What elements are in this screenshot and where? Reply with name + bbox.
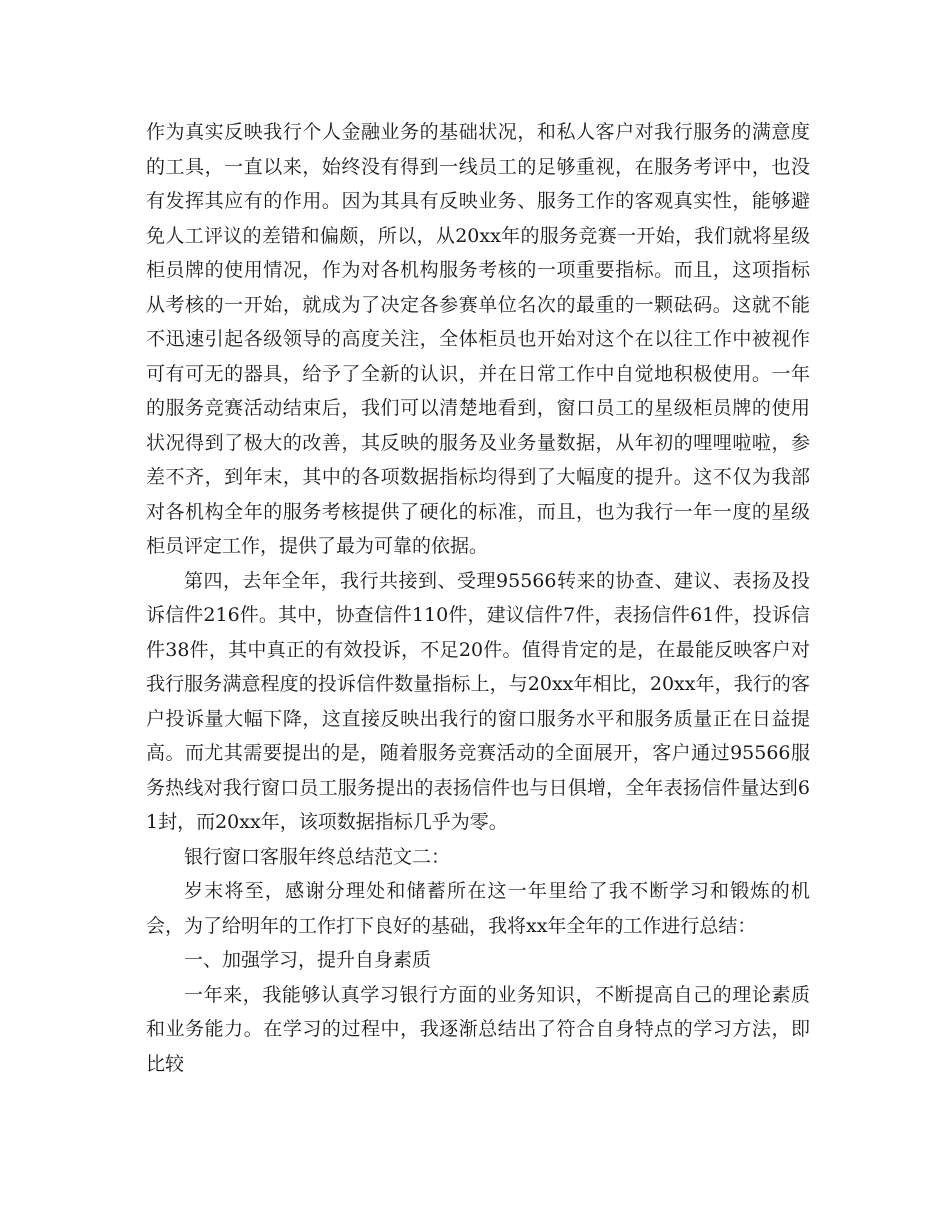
paragraph-star-teller-badge: 作为真实反映我行个人金融业务的基础状况，和私人客户对我行服务的满意度的工具，一直以来，始终没有得到一线员工的足够重视，在服务考评中，也没有发挥其应有的作用。因为其具有反映业务、服务工作的客观真实性，能够避免人工评议的差错和偏颇，所以，从20xx年的服务竞赛一开始，我们就将星级柜员牌的使用情况，作为对各机构服务考核的一项重要指标。而且，这项指标从考核的一开始，就成为了决定各参赛单位名次的最重的一颗砝码。这就不能不迅速引起各级领导的高度关注，全体柜员也开始对这个在以往工作中被视作可有可无的器具，给予了全新的认识，并在日常工作中自觉地积极使用。一年的服务竞赛活动结束后，我们可以清楚地看到，窗口员工的星级柜员牌的使用状况得到了极大的改善，其反映的服务及业务量数据，从年初的哩哩啦啦，参差不齐，到年末，其中的各项数据指标均得到了大幅度的提升。这不仅为我部对各机构全年的服务考核提供了硬化的标准，而且，也为我行一年一度的星级柜员评定工作，提供了最为可靠的依据。: [146, 121, 810, 557]
paragraph-fourth-point-95566: 第四，去年全年，我行共接到、受理95566转来的协查、建议、表扬及投诉信件216件。其中，协查信件110件，建议信件7件，表扬信件61件，投诉信件38件，其中真正的有效投诉，不足20件。值得肯定的是，在最能反映客户对我行服务满意程度的投诉信件数量指标上，与20xx年相比，20xx年，我行的客户投诉量大幅下降，这直接反映出我行的窗口服务水平和服务质量正在日益提高。而尤其需要提出的是，随着服务竞赛活动的全面展开，客户通过95566服务热线对我行窗口员工服务提出的表扬信件也与日俱增，全年表扬信件量达到61封，而20xx年，该项数据指标几乎为零。: [146, 569, 810, 833]
section-heading-sample-two: 银行窗口客服年终总结范文二：: [184, 845, 451, 868]
paragraph-year-end-intro: 岁末将至，感谢分理处和储蓄所在这一年里给了我不断学习和锻炼的机会，为了给明年的工作打下良好的基础，我将xx年全年的工作进行总结：: [146, 880, 810, 937]
document-body: [146, 115, 810, 1081]
paragraph-study-details: 一年来，我能够认真学习银行方面的业务知识，不断提高自己的理论素质和业务能力。在学习的过程中，我逐渐总结出了符合自身特点的学习方法，即比较: [146, 983, 810, 1075]
section-heading-study: 一、加强学习，提升自身素质: [184, 949, 432, 971]
